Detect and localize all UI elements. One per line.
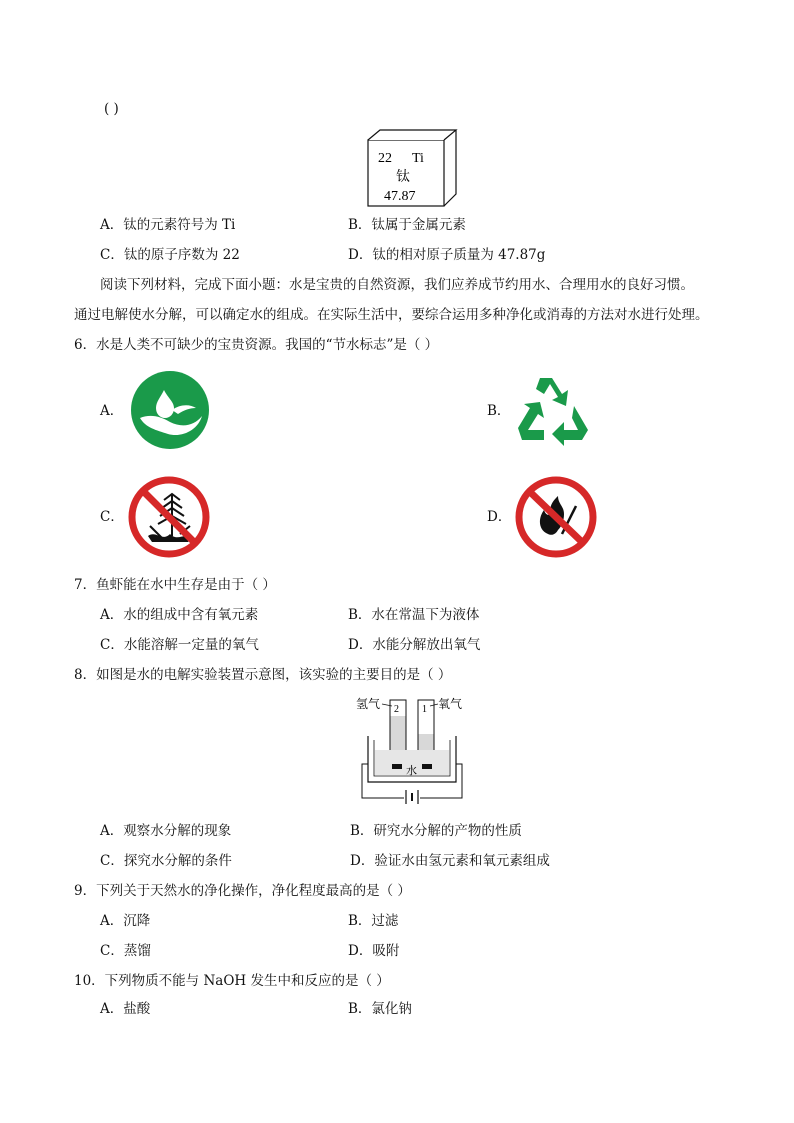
q6-option-c-label[interactable]: C． <box>100 509 124 525</box>
q7-stem: 7．鱼虾能在水中生存是由于（ ） <box>74 577 276 593</box>
tile-atomic-number: 22 <box>378 151 392 166</box>
q9-option-a[interactable]: A．沉降 <box>100 913 151 929</box>
q6-option-a-label[interactable]: A． <box>100 403 124 419</box>
element-tile-titanium <box>366 128 460 208</box>
q8-option-b[interactable]: B．研究水分解的产物的性质 <box>350 823 522 839</box>
q5-option-a[interactable]: A．钛的元素符号为 Ti <box>100 217 236 233</box>
tile-atomic-mass: 47.87 <box>384 189 416 204</box>
q9-option-b[interactable]: B．过滤 <box>348 913 399 929</box>
q7-option-a[interactable]: A．水的组成中含有氧元素 <box>100 607 259 623</box>
q5-answer-paren: ( ) <box>104 101 119 117</box>
q10-stem: 10．下列物质不能与 NaOH 发生中和反应的是（ ） <box>74 973 390 989</box>
q6-option-b-label[interactable]: B． <box>487 403 511 419</box>
q7-option-d[interactable]: D．水能分解放出氧气 <box>348 637 481 653</box>
q9-stem: 9．下列关于天然水的净化操作，净化程度最高的是（ ） <box>74 883 411 899</box>
tube-right-number: 1 <box>422 704 427 715</box>
q9-option-c[interactable]: C．蒸馏 <box>100 943 151 959</box>
passage-line-1: 阅读下列材料，完成下面小题：水是宝贵的自然资源，我们应养成节约用水、合理用水的良好习惯。 <box>100 277 694 293</box>
q9-option-d[interactable]: D．吸附 <box>348 943 400 959</box>
tile-symbol: Ti <box>412 151 424 166</box>
no-fire-sign-icon[interactable] <box>514 476 598 558</box>
tile-element-name: 钛 <box>396 169 410 185</box>
hydrogen-label: 氢气 <box>356 697 381 711</box>
water-label: 水 <box>406 764 417 777</box>
q5-option-d[interactable]: D．钛的相对原子质量为 47.87g <box>348 247 546 263</box>
recycling-symbol-icon[interactable] <box>510 372 594 448</box>
q8-stem: 8．如图是水的电解实验装置示意图，该实验的主要目的是（ ） <box>74 667 452 683</box>
q10-option-a[interactable]: A．盐酸 <box>100 1001 151 1017</box>
q8-option-c[interactable]: C．探究水分解的条件 <box>100 853 232 869</box>
q7-option-c[interactable]: C．水能溶解一定量的氧气 <box>100 637 259 653</box>
water-saving-logo-icon[interactable] <box>130 370 210 450</box>
q10-option-b[interactable]: B．氯化钠 <box>348 1001 412 1017</box>
q7-option-b[interactable]: B．水在常温下为液体 <box>348 607 480 623</box>
q8-option-a[interactable]: A．观察水分解的现象 <box>100 823 232 839</box>
electrolysis-diagram <box>354 694 474 806</box>
q5-option-b[interactable]: B．钛属于金属元素 <box>348 217 466 233</box>
tube-left-number: 2 <box>394 704 399 715</box>
q8-option-d[interactable]: D．验证水由氢元素和氧元素组成 <box>350 853 550 869</box>
q5-option-c[interactable]: C．钛的原子序数为 22 <box>100 247 240 263</box>
passage-line-2: 通过电解使水分解，可以确定水的组成。在实际生活中，要综合运用多种净化或消毒的方法对水进行处理。 <box>74 307 709 323</box>
q6-stem: 6．水是人类不可缺少的宝贵资源。我国的“节水标志”是（ ） <box>74 337 439 353</box>
no-logging-sign-icon[interactable] <box>128 476 210 558</box>
oxygen-label: 氧气 <box>438 697 463 711</box>
q6-option-d-label[interactable]: D． <box>487 509 512 525</box>
